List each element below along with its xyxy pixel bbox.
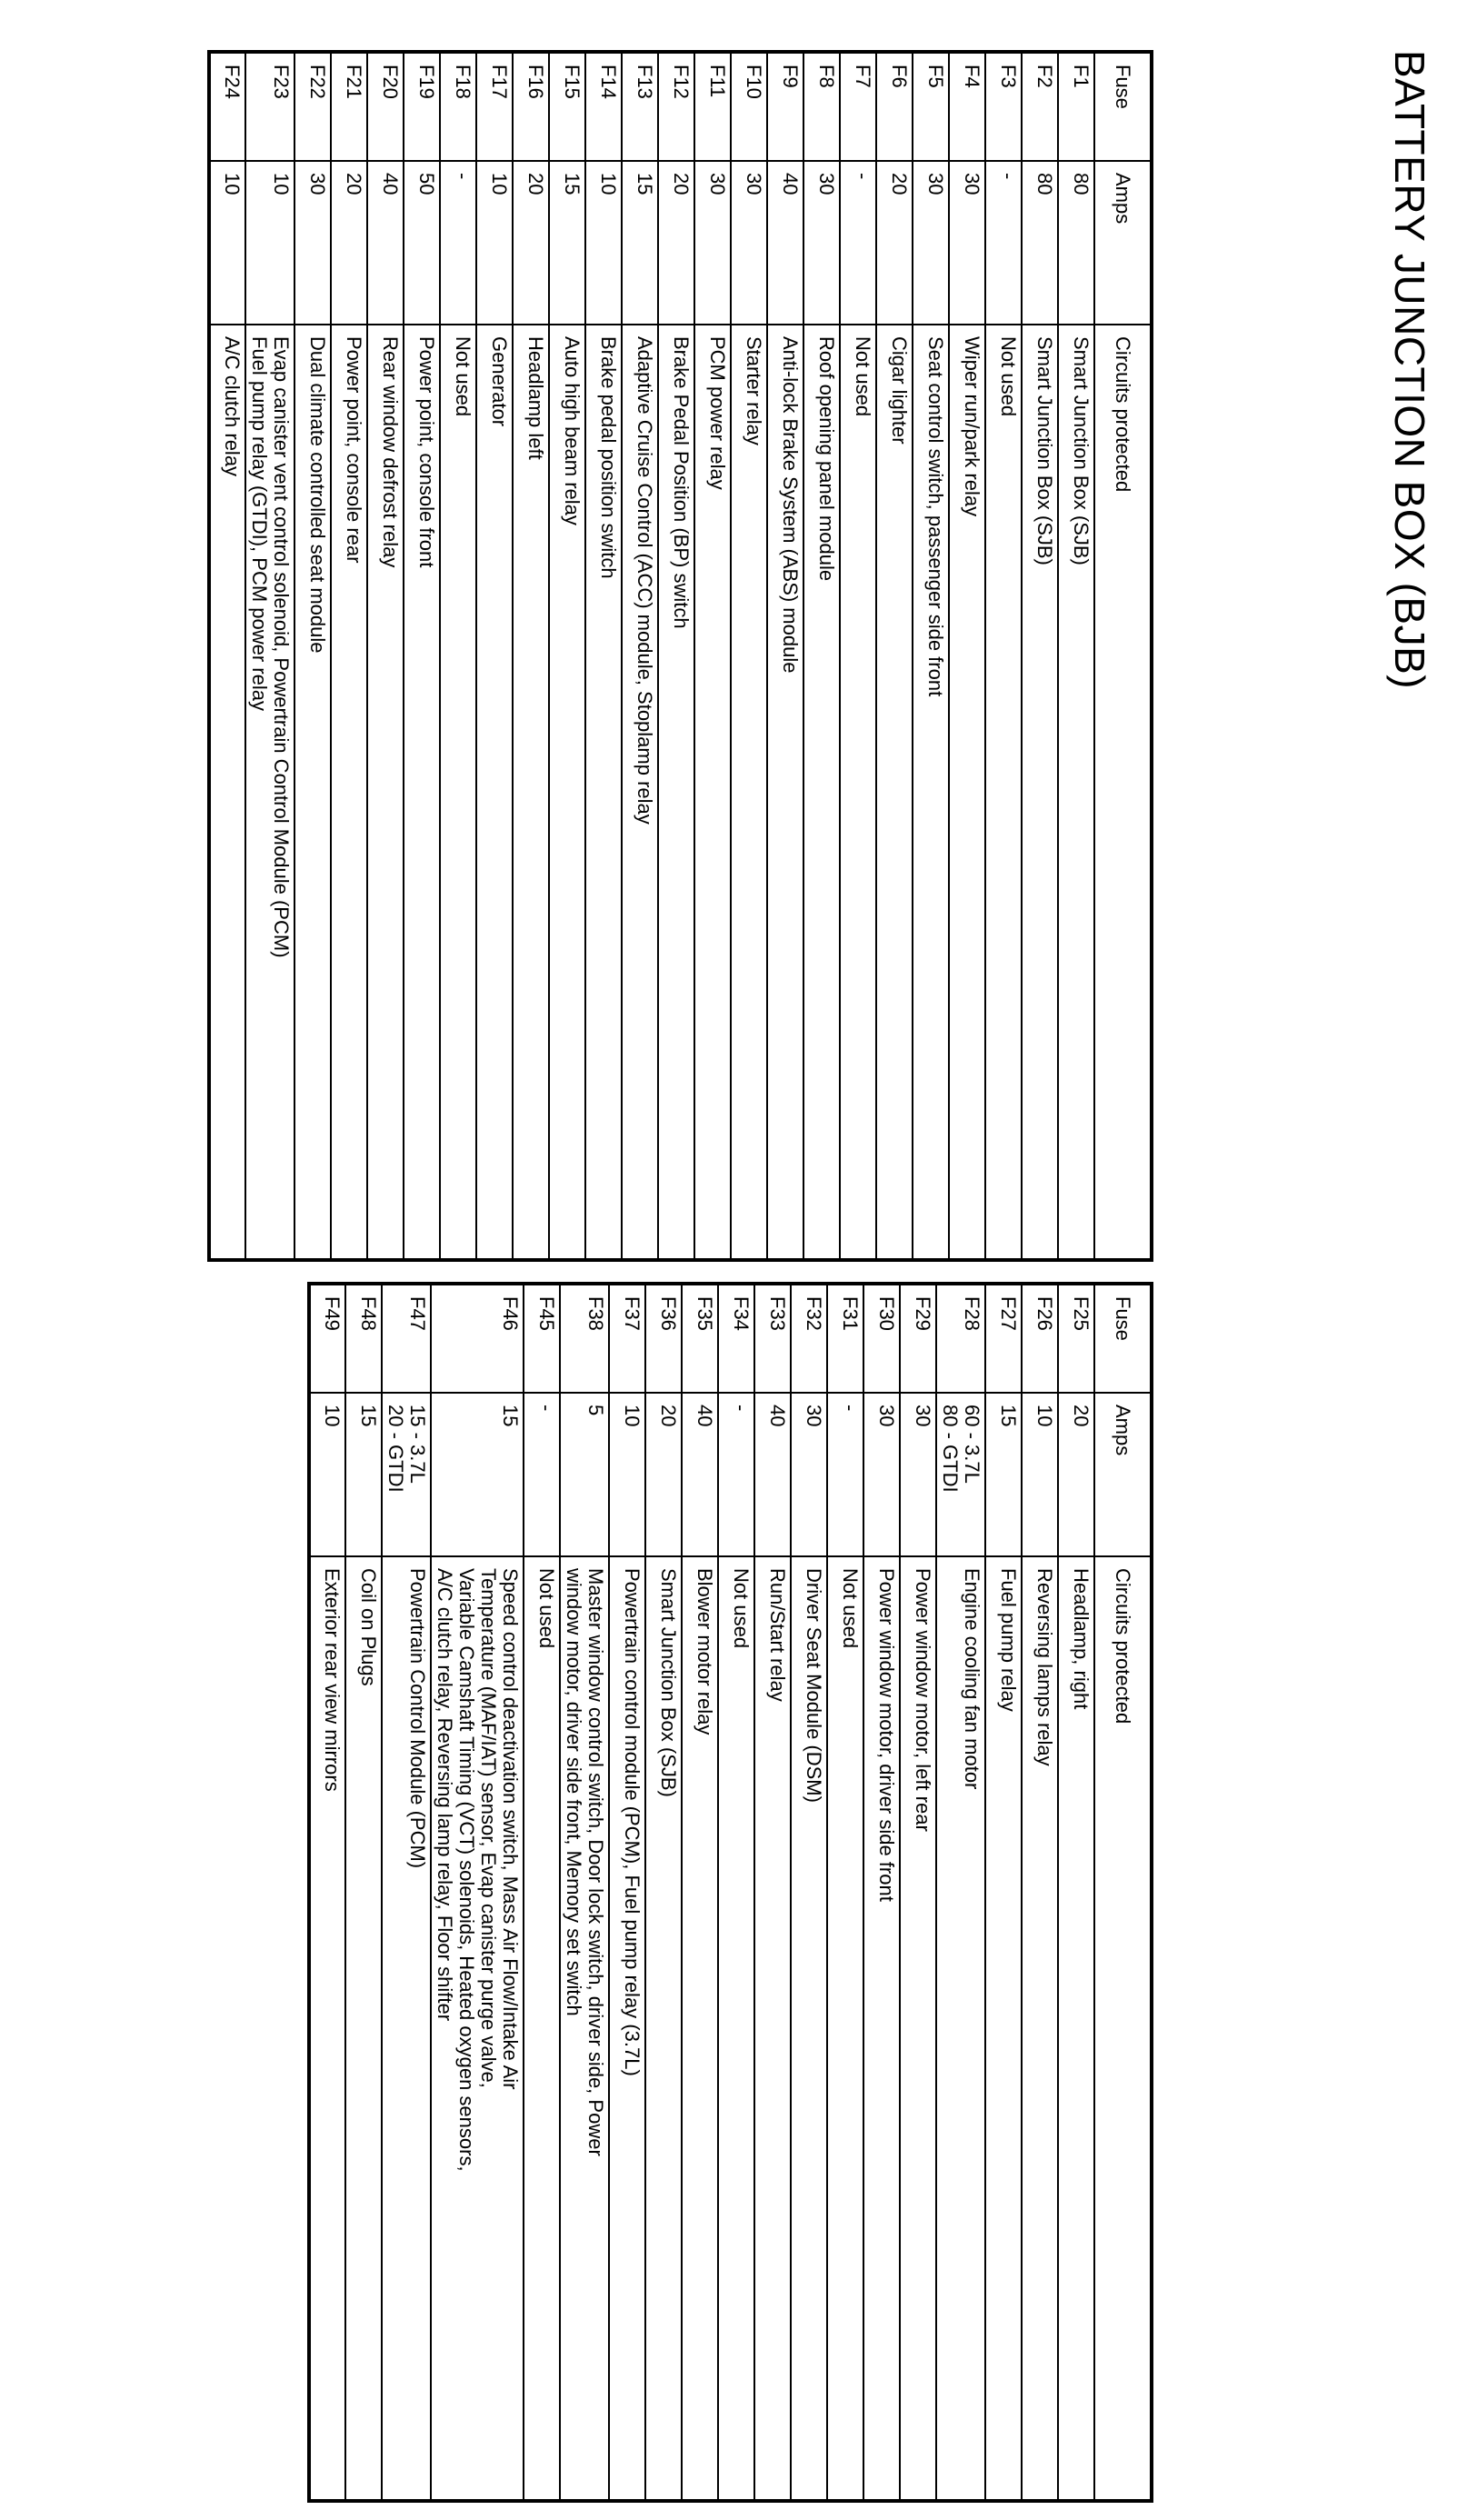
amps-cell: 20 <box>876 161 913 325</box>
table-row <box>622 52 658 1260</box>
amps-cell: 15 - 3.7L 20 - GTDI <box>382 1393 431 1556</box>
amps-cell: 15 <box>549 161 585 325</box>
fuse-cell: F20 <box>367 52 404 161</box>
table-row <box>331 52 367 1260</box>
fuse-cell: F49 <box>309 1284 345 1393</box>
fuse-cell: F14 <box>585 52 622 161</box>
header-circuits: Circuits protected <box>1094 1556 1152 2501</box>
amps-cell: 15 <box>622 161 658 325</box>
circuits-cell: Not used <box>840 325 876 1260</box>
table-row <box>718 1284 754 2501</box>
table-row <box>1058 52 1094 1260</box>
circuits-cell: Speed control deactivation switch, Mass Air Flow/Intake Air Temperature (MAF/IAT) sensor, Evap canister purge valve, Variable Camshaft Timing (VCT) solenoids, Heated oxygen sensors, A/C clutch relay, Reversing lamp relay, Floor shifter <box>431 1556 524 2501</box>
table-row <box>913 52 949 1260</box>
circuits-cell: Rear window defrost relay <box>367 325 404 1260</box>
table-row <box>524 1284 560 2501</box>
fuse-cell: F38 <box>560 1284 609 1393</box>
amps-cell: 20 <box>513 161 549 325</box>
circuits-cell: Power point, console front <box>404 325 440 1260</box>
fuse-cell: F1 <box>1058 52 1094 161</box>
amps-cell: - <box>524 1393 560 1556</box>
amps-cell: 40 <box>754 1393 791 1556</box>
circuits-cell: A/C clutch relay <box>209 325 245 1260</box>
circuits-cell: Adaptive Cruise Control (ACC) module, Stoplamp relay <box>622 325 658 1260</box>
table-row <box>791 1284 827 2501</box>
circuits-cell: Smart Junction Box (SJB) <box>1022 325 1058 1260</box>
amps-cell: - <box>985 161 1022 325</box>
fuse-cell: F24 <box>209 52 245 161</box>
fuse-cell: F18 <box>440 52 476 161</box>
table-row <box>682 1284 718 2501</box>
amps-cell: 40 <box>682 1393 718 1556</box>
amps-cell: 30 <box>791 1393 827 1556</box>
circuits-cell: Engine cooling fan motor <box>936 1556 985 2501</box>
table-row <box>1058 1284 1094 2501</box>
table-row <box>876 52 913 1260</box>
circuits-cell: PCM power relay <box>694 325 731 1260</box>
circuits-cell: Fuel pump relay <box>985 1556 1022 2501</box>
table-row <box>294 52 331 1260</box>
fuse-cell: F22 <box>294 52 331 161</box>
circuits-cell: Reversing lamps relay <box>1022 1556 1058 2501</box>
fuse-cell: F35 <box>682 1284 718 1393</box>
circuits-cell: Run/Start relay <box>754 1556 791 2501</box>
fuse-cell: F9 <box>767 52 803 161</box>
table-row <box>731 52 767 1260</box>
fuse-cell: F34 <box>718 1284 754 1393</box>
table-row <box>513 52 549 1260</box>
circuits-cell: Not used <box>827 1556 863 2501</box>
table-row <box>1022 52 1058 1260</box>
amps-cell: 10 <box>1022 1393 1058 1556</box>
table-row <box>209 52 245 1260</box>
table-row <box>754 1284 791 2501</box>
table-row <box>609 1284 645 2501</box>
table-header-row <box>1094 1284 1152 2501</box>
table-row <box>367 52 404 1260</box>
amps-cell: 30 <box>949 161 985 325</box>
amps-cell: 30 <box>803 161 840 325</box>
fuse-cell: F19 <box>404 52 440 161</box>
circuits-cell: Blower motor relay <box>682 1556 718 2501</box>
fuse-cell: F2 <box>1022 52 1058 161</box>
table-row <box>694 52 731 1260</box>
amps-cell: 10 <box>209 161 245 325</box>
fuse-cell: F45 <box>524 1284 560 1393</box>
amps-cell: 30 <box>731 161 767 325</box>
circuits-cell: Exterior rear view mirrors <box>309 1556 345 2501</box>
table-row <box>585 52 622 1260</box>
circuits-cell: Brake pedal position switch <box>585 325 622 1260</box>
circuits-cell: Not used <box>524 1556 560 2501</box>
fuse-cell: F32 <box>791 1284 827 1393</box>
fuse-cell: F29 <box>900 1284 936 1393</box>
fuse-cell: F3 <box>985 52 1022 161</box>
fuse-cell: F36 <box>645 1284 682 1393</box>
circuits-cell: Roof opening panel module <box>803 325 840 1260</box>
circuits-cell: Power window motor, left rear <box>900 1556 936 2501</box>
amps-cell: 40 <box>367 161 404 325</box>
circuits-cell: Headlamp left <box>513 325 549 1260</box>
table-row <box>767 52 803 1260</box>
table-row <box>658 52 694 1260</box>
fuse-cell: F33 <box>754 1284 791 1393</box>
fuse-cell: F16 <box>513 52 549 161</box>
circuits-cell: Master window control switch, Door lock switch, driver side, Power window motor, driver side front, Memory set switch <box>560 1556 609 2501</box>
amps-cell: 20 <box>658 161 694 325</box>
table-row <box>645 1284 682 2501</box>
table-row <box>900 1284 936 2501</box>
fuse-cell: F13 <box>622 52 658 161</box>
table-row <box>245 52 294 1260</box>
fuse-cell: F15 <box>549 52 585 161</box>
circuits-cell: Evap canister vent control solenoid, Powertrain Control Module (PCM) Fuel pump relay (GTDI), PCM power relay <box>245 325 294 1260</box>
amps-cell: 15 <box>345 1393 382 1556</box>
circuits-cell: Cigar lighter <box>876 325 913 1260</box>
table-row <box>549 52 585 1260</box>
fuse-cell: F21 <box>331 52 367 161</box>
circuits-cell: Headlamp, right <box>1058 1556 1094 2501</box>
amps-cell: 30 <box>294 161 331 325</box>
fuse-cell: F25 <box>1058 1284 1094 1393</box>
table-row <box>440 52 476 1260</box>
fuse-cell: F23 <box>245 52 294 161</box>
fuse-cell: F47 <box>382 1284 431 1393</box>
circuits-cell: Power point, console rear <box>331 325 367 1260</box>
fuse-cell: F27 <box>985 1284 1022 1393</box>
header-amps: Amps <box>1094 1393 1152 1556</box>
table-row <box>985 1284 1022 2501</box>
fuse-cell: F37 <box>609 1284 645 1393</box>
circuits-cell: Not used <box>440 325 476 1260</box>
circuits-cell: Wiper run/park relay <box>949 325 985 1260</box>
fuse-cell: F7 <box>840 52 876 161</box>
circuits-cell: Coil on Plugs <box>345 1556 382 2501</box>
table-row <box>431 1284 524 2501</box>
amps-cell: 5 <box>560 1393 609 1556</box>
amps-cell: 80 <box>1022 161 1058 325</box>
amps-cell: 20 <box>1058 1393 1094 1556</box>
fuse-cell: F48 <box>345 1284 382 1393</box>
table-row <box>345 1284 382 2501</box>
fuse-table-left <box>207 50 1153 1262</box>
fuse-cell: F17 <box>476 52 513 161</box>
circuits-cell: Seat control switch, passenger side front <box>913 325 949 1260</box>
fuse-cell: F12 <box>658 52 694 161</box>
circuits-cell: Power window motor, driver side front <box>863 1556 900 2501</box>
header-fuse: Fuse <box>1094 52 1152 161</box>
amps-cell: 15 <box>431 1393 524 1556</box>
amps-cell: 30 <box>913 161 949 325</box>
amps-cell: - <box>840 161 876 325</box>
header-circuits: Circuits protected <box>1094 325 1152 1260</box>
fuse-cell: F10 <box>731 52 767 161</box>
circuits-cell: Not used <box>718 1556 754 2501</box>
header-fuse: Fuse <box>1094 1284 1152 1393</box>
table-row <box>382 1284 431 2501</box>
amps-cell: 50 <box>404 161 440 325</box>
table-row <box>404 52 440 1260</box>
fuse-table-right <box>307 1282 1153 2503</box>
circuits-cell: Auto high beam relay <box>549 325 585 1260</box>
amps-cell: 30 <box>900 1393 936 1556</box>
table-row <box>560 1284 609 2501</box>
amps-cell: 10 <box>609 1393 645 1556</box>
amps-cell: 30 <box>863 1393 900 1556</box>
fuse-cell: F4 <box>949 52 985 161</box>
amps-cell: 30 <box>694 161 731 325</box>
circuits-cell: Starter relay <box>731 325 767 1260</box>
table-row <box>476 52 513 1260</box>
table-row <box>827 1284 863 2501</box>
amps-cell: 60 - 3.7L 80 - GTDI <box>936 1393 985 1556</box>
fuse-cell: F46 <box>431 1284 524 1393</box>
fuse-cell: F28 <box>936 1284 985 1393</box>
fuse-cell: F5 <box>913 52 949 161</box>
amps-cell: - <box>827 1393 863 1556</box>
circuits-cell: Smart Junction Box (SJB) <box>645 1556 682 2501</box>
table-row <box>863 1284 900 2501</box>
page-title: BATTERY JUNCTION BOX (BJB) <box>1386 50 1433 690</box>
amps-cell: 20 <box>645 1393 682 1556</box>
circuits-cell: Not used <box>985 325 1022 1260</box>
amps-cell: 10 <box>245 161 294 325</box>
amps-cell: 40 <box>767 161 803 325</box>
circuits-cell: Generator <box>476 325 513 1260</box>
amps-cell: 80 <box>1058 161 1094 325</box>
fuse-cell: F31 <box>827 1284 863 1393</box>
circuits-cell: Dual climate controlled seat module <box>294 325 331 1260</box>
fuse-cell: F11 <box>694 52 731 161</box>
amps-cell: 10 <box>309 1393 345 1556</box>
table-row <box>1022 1284 1058 2501</box>
amps-cell: 15 <box>985 1393 1022 1556</box>
table-row <box>949 52 985 1260</box>
circuits-cell: Brake Pedal Position (BP) switch <box>658 325 694 1260</box>
table-header-row <box>1094 52 1152 1260</box>
table-row <box>309 1284 345 2501</box>
table-row <box>936 1284 985 2501</box>
table-row <box>803 52 840 1260</box>
table-row <box>840 52 876 1260</box>
circuits-cell: Driver Seat Module (DSM) <box>791 1556 827 2501</box>
fuse-cell: F8 <box>803 52 840 161</box>
amps-cell: 10 <box>585 161 622 325</box>
fuse-cell: F30 <box>863 1284 900 1393</box>
fuse-cell: F6 <box>876 52 913 161</box>
amps-cell: 10 <box>476 161 513 325</box>
amps-cell: - <box>718 1393 754 1556</box>
table-row <box>985 52 1022 1260</box>
circuits-cell: Anti-lock Brake System (ABS) module <box>767 325 803 1260</box>
header-amps: Amps <box>1094 161 1152 325</box>
amps-cell: 20 <box>331 161 367 325</box>
fuse-cell: F26 <box>1022 1284 1058 1393</box>
circuits-cell: Powertrain control module (PCM), Fuel pump relay (3.7L) <box>609 1556 645 2501</box>
circuits-cell: Powertrain Control Module (PCM) <box>382 1556 431 2501</box>
amps-cell: - <box>440 161 476 325</box>
circuits-cell: Smart Junction Box (SJB) <box>1058 325 1094 1260</box>
